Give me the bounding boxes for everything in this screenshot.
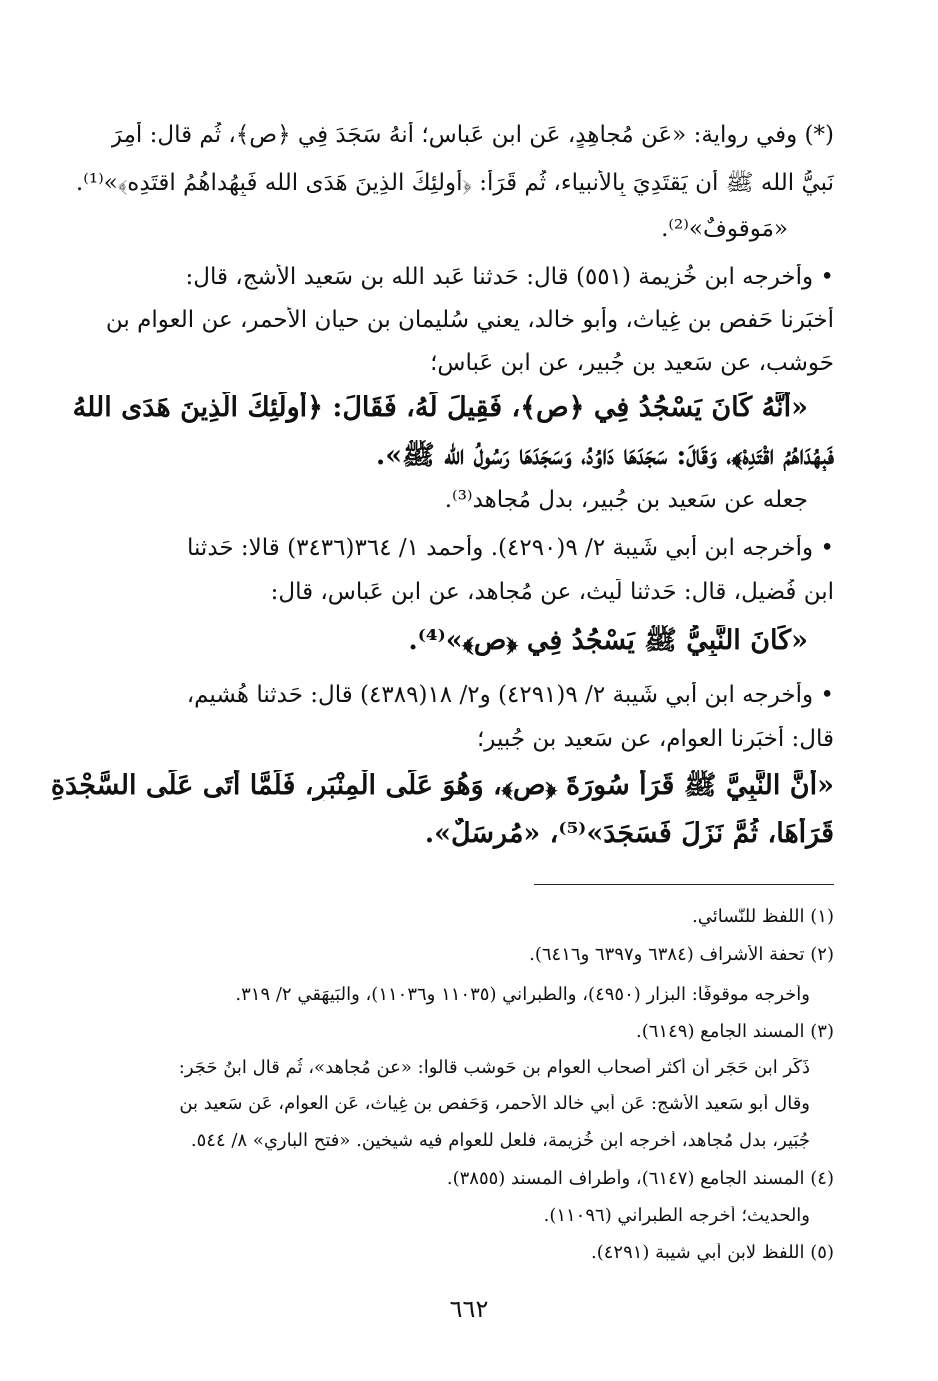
body-line: «مَوقوفٌ»⁽²⁾. — [661, 216, 788, 242]
body-line: • وأَخرجه ابن أَبي شَيبة ٢/ ٩(٤٢٩١) و٢/ ١٨(٤٣٨٩) قال: حَدثنا هُشيم، — [186, 682, 834, 708]
body-line: حَوشب، عن سَعيد بن جُبير، عن ابن عَباس؛ — [430, 350, 834, 376]
footnote-line: وأَخرجه موقوفًا: البزار (٤٩٥٠)، والطَّبراني (١١٠٣٥ و١١٠٣٦)، والبَيهَقي ٢/ ٣١٩. — [235, 985, 810, 1005]
footnote-line: (٢) تحفة الأَشراف (٦٣٨٤ و٦٣٩٧ و٦٤١٦). — [529, 945, 834, 965]
body-line: نَبيُّ الله ﷺ أَن يَقتَدِيَ بِالأَنبياء، ثُم قَرَأَ: ﴿أُولئِكَ الذِينَ هَدَى الله فَبِهُداهُمُ اقتَدِه﴾»⁽¹⁾. — [75, 170, 834, 196]
footnote-line: جُبَير، بدل مُجاهد، أَخرجه ابن خُزيمة، فلعل للعوام فيه شيخين. «فتح الباري» ٨/ ٥٤٤. — [190, 1131, 810, 1151]
footnote-line: والحديث؛ أَخرجه الطَّبراني (١١٠٩٦). — [543, 1206, 810, 1226]
page-number: ٦٦٢ — [449, 1295, 489, 1323]
body-line: ابن فُضيل، قال: حَدثنا لَيث، عن مُجاهد، عن ابن عَباس، قال: — [270, 579, 834, 605]
footnote-line: وقال أَبو سَعيد الأَشج: عَن أَبي خالد الأَحمر، وَحَفص بن غِياث، عَن العوام، عَن سَعيد بن — [179, 1094, 810, 1114]
hadith-text-line: قَرَأَهَا، ثُمَّ نَزَلَ فَسَجَدَ»⁽⁵⁾، «مُرسَلٌ». — [424, 818, 834, 849]
body-line: قال: أَخبَرنا العوام، عن سَعيد بن جُبير؛ — [476, 726, 834, 752]
body-line: • وأَخرجه ابن أَبي شَيبة ٢/ ٩(٤٢٩٠). وأَحمد ١/ ٣٦٤(٣٤٣٦) قالا: حَدثنا — [186, 535, 834, 561]
footnote-line: (٤) المسند الجامع (٦١٤٧)، وأَطراف المسند (٣٨٥٥). — [446, 1169, 834, 1189]
body-line: جعله عن سَعيد بن جُبير، بدل مُجاهد⁽³⁾. — [444, 487, 808, 513]
hadith-text-line: فَبِهُدَاهُمُ اقْتَدِهْ﴾، وَقَالَ: سَجَدَهَا دَاوُدُ، وَسَجَدَهَا رَسُولُ الله ﷺ». — [375, 440, 834, 471]
footnote-line: (١) اللفظ للنَّسائي. — [692, 907, 834, 927]
footnote-line: (٥) اللفظ لابن أَبي شيبة (٤٢٩١). — [590, 1243, 834, 1263]
hadith-text-line: «أَنَّ النَّبِيَّ ﷺ قَرَأَ سُورَةَ ﴿ص﴾، وَهُوَ عَلَى الْمِنْبَرِ، فَلَمَّا أَتَى عَلَى السَّجْدَةِ — [50, 770, 834, 801]
footnote-divider — [534, 884, 834, 885]
hadith-text-line: «كَانَ النَّبِيُّ ﷺ يَسْجُدُ فِي ﴿ص﴾»⁽⁴⁾. — [408, 625, 808, 656]
footnote-line: ذَكَر ابن حَجَر أَن أَكثر أَصحاب العوام بن حَوشب قالوا: «عن مُجاهد»، ثُم قال ابنُ حَجَر: — [178, 1058, 810, 1078]
body-line: (*) وفي رواية: «عَن مُجاهِدٍ، عَن ابن عَباسٍ؛ أَنهُ سَجَدَ فِي ﴿ص﴾، ثُم قال: أُمِرَ — [110, 122, 834, 148]
body-line: أَخبَرنا حَفص بن غِياث، وأَبو خالد، يعني سُليمان بن حيان الأَحمر، عن العوام بن — [105, 307, 834, 333]
footnote-line: (٣) المسند الجامع (٦١٤٩). — [636, 1022, 834, 1042]
body-line: • وأخرجه ابن خُزيمة (٥٥١) قال: حَدثنا عَبد الله بن سَعيد الأَشج، قال: — [185, 264, 834, 290]
hadith-text-line: «أَنَّهُ كَانَ يَسْجُدُ فِي ﴿ص﴾، فَقِيلَ لَهُ، فَقَالَ: ﴿أُولَئِكَ الَّذِينَ هَدَى اللهُ — [72, 392, 808, 423]
